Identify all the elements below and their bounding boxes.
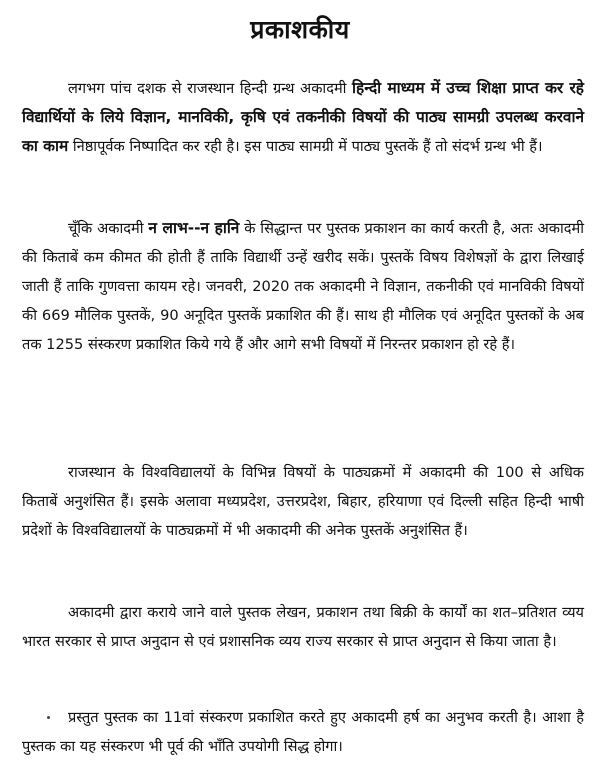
- paragraph-2: [22, 214, 584, 359]
- paragraph-3-segment-1: राजस्थान के विश्वविद्यालयों के विभिन्न विषयों के पाठ्यक्रमों में अकादमी की 100 से अधिक किताबें अनुशंसित हैं। इसके अलावा मध्यप्रदेश, उत्तरप्रदेश, बिहार, हरियाणा एवं दिल्ली सहित हिन्दी भाषी प्रदेशों के विश्वविद्यालयों के पाठ्यक्रमों में भी अकादमी की अनेक पुस्तकें अनुशंसित हैं।: [22, 464, 584, 539]
- paragraph-2-segment-3: के सिद्धान्त पर पुस्तक प्रकाशन का कार्य करती है, अतः अकादमी की किताबें कम कीमत की होती हैं ताकि विद्यार्थी उन्हें खरीद सकें। पुस्तकें विषय विशेषज्ञों के द्वारा लिखाई जाती हैं ताकि गुणवत्ता कायम रहे। जनवरी, 2020 तक अकादमी ने विज्ञान, तकनीकी एवं मानविकी विषयों की 669 मौलिक पुस्तकें, 90 अनूदित पुस्तकें प्रकाशित की हैं। साथ ही मौलिक एवं अनूदित पुस्तकों के अब तक 1255 संस्करण प्रकाशित किये गये हैं और आगे सभी विषयों में निरन्तर प्रकाशन हो रहे हैं।: [22, 220, 584, 353]
- paragraph-1-segment-3: निष्ठापूर्वक निष्पादित कर रही है। इस पाठ्य सामग्री में पाठ्य पुस्तकें हैं तो संदर्भ ग्रन्थ भी हैं।: [68, 138, 543, 155]
- scan-speck: [47, 716, 50, 719]
- page-title: प्रकाशकीय: [250, 15, 350, 44]
- paragraph-2-segment-1: चूँकि अकादमी: [68, 220, 149, 237]
- paragraph-1: [22, 74, 584, 161]
- paragraph-1-segment-1: लगभग पांच दशक से राजस्थान हिन्दी ग्रन्थ अकादमी: [68, 80, 353, 97]
- paragraph-4: [22, 598, 584, 656]
- paragraph-5: [22, 703, 584, 761]
- paragraph-4-segment-1: अकादमी द्वारा कराये जाने वाले पुस्तक लेखन, प्रकाशन तथा बिक्री के कार्यों का शत–प्रतिशत व्यय भारत सरकार से प्राप्त अनुदान से एवं प्रशासनिक व्यय राज्य सरकार से प्राप्त अनुदान से किया जाता है।: [22, 604, 584, 650]
- paragraph-1-segment-2: हिन्दी माध्यम में उच्च शिक्षा प्राप्त कर रहे विद्यार्थियों के लिये विज्ञान, मानविकी, कृषि एवं तकनीकी विषयों की पाठ्य सामग्री उपलब्ध करवाने का काम: [22, 79, 584, 155]
- paragraph-3: [22, 458, 584, 545]
- paragraph-2-segment-2: न लाभ--न हानि: [148, 219, 240, 237]
- paragraph-5-segment-1: प्रस्तुत पुस्तक का 11वां संस्करण प्रकाशित करते हुए अकादमी हर्ष का अनुभव करती है। आशा है पुस्तक का यह संस्करण भी पूर्व की भाँति उपयोगी सिद्ध होगा।: [22, 709, 584, 755]
